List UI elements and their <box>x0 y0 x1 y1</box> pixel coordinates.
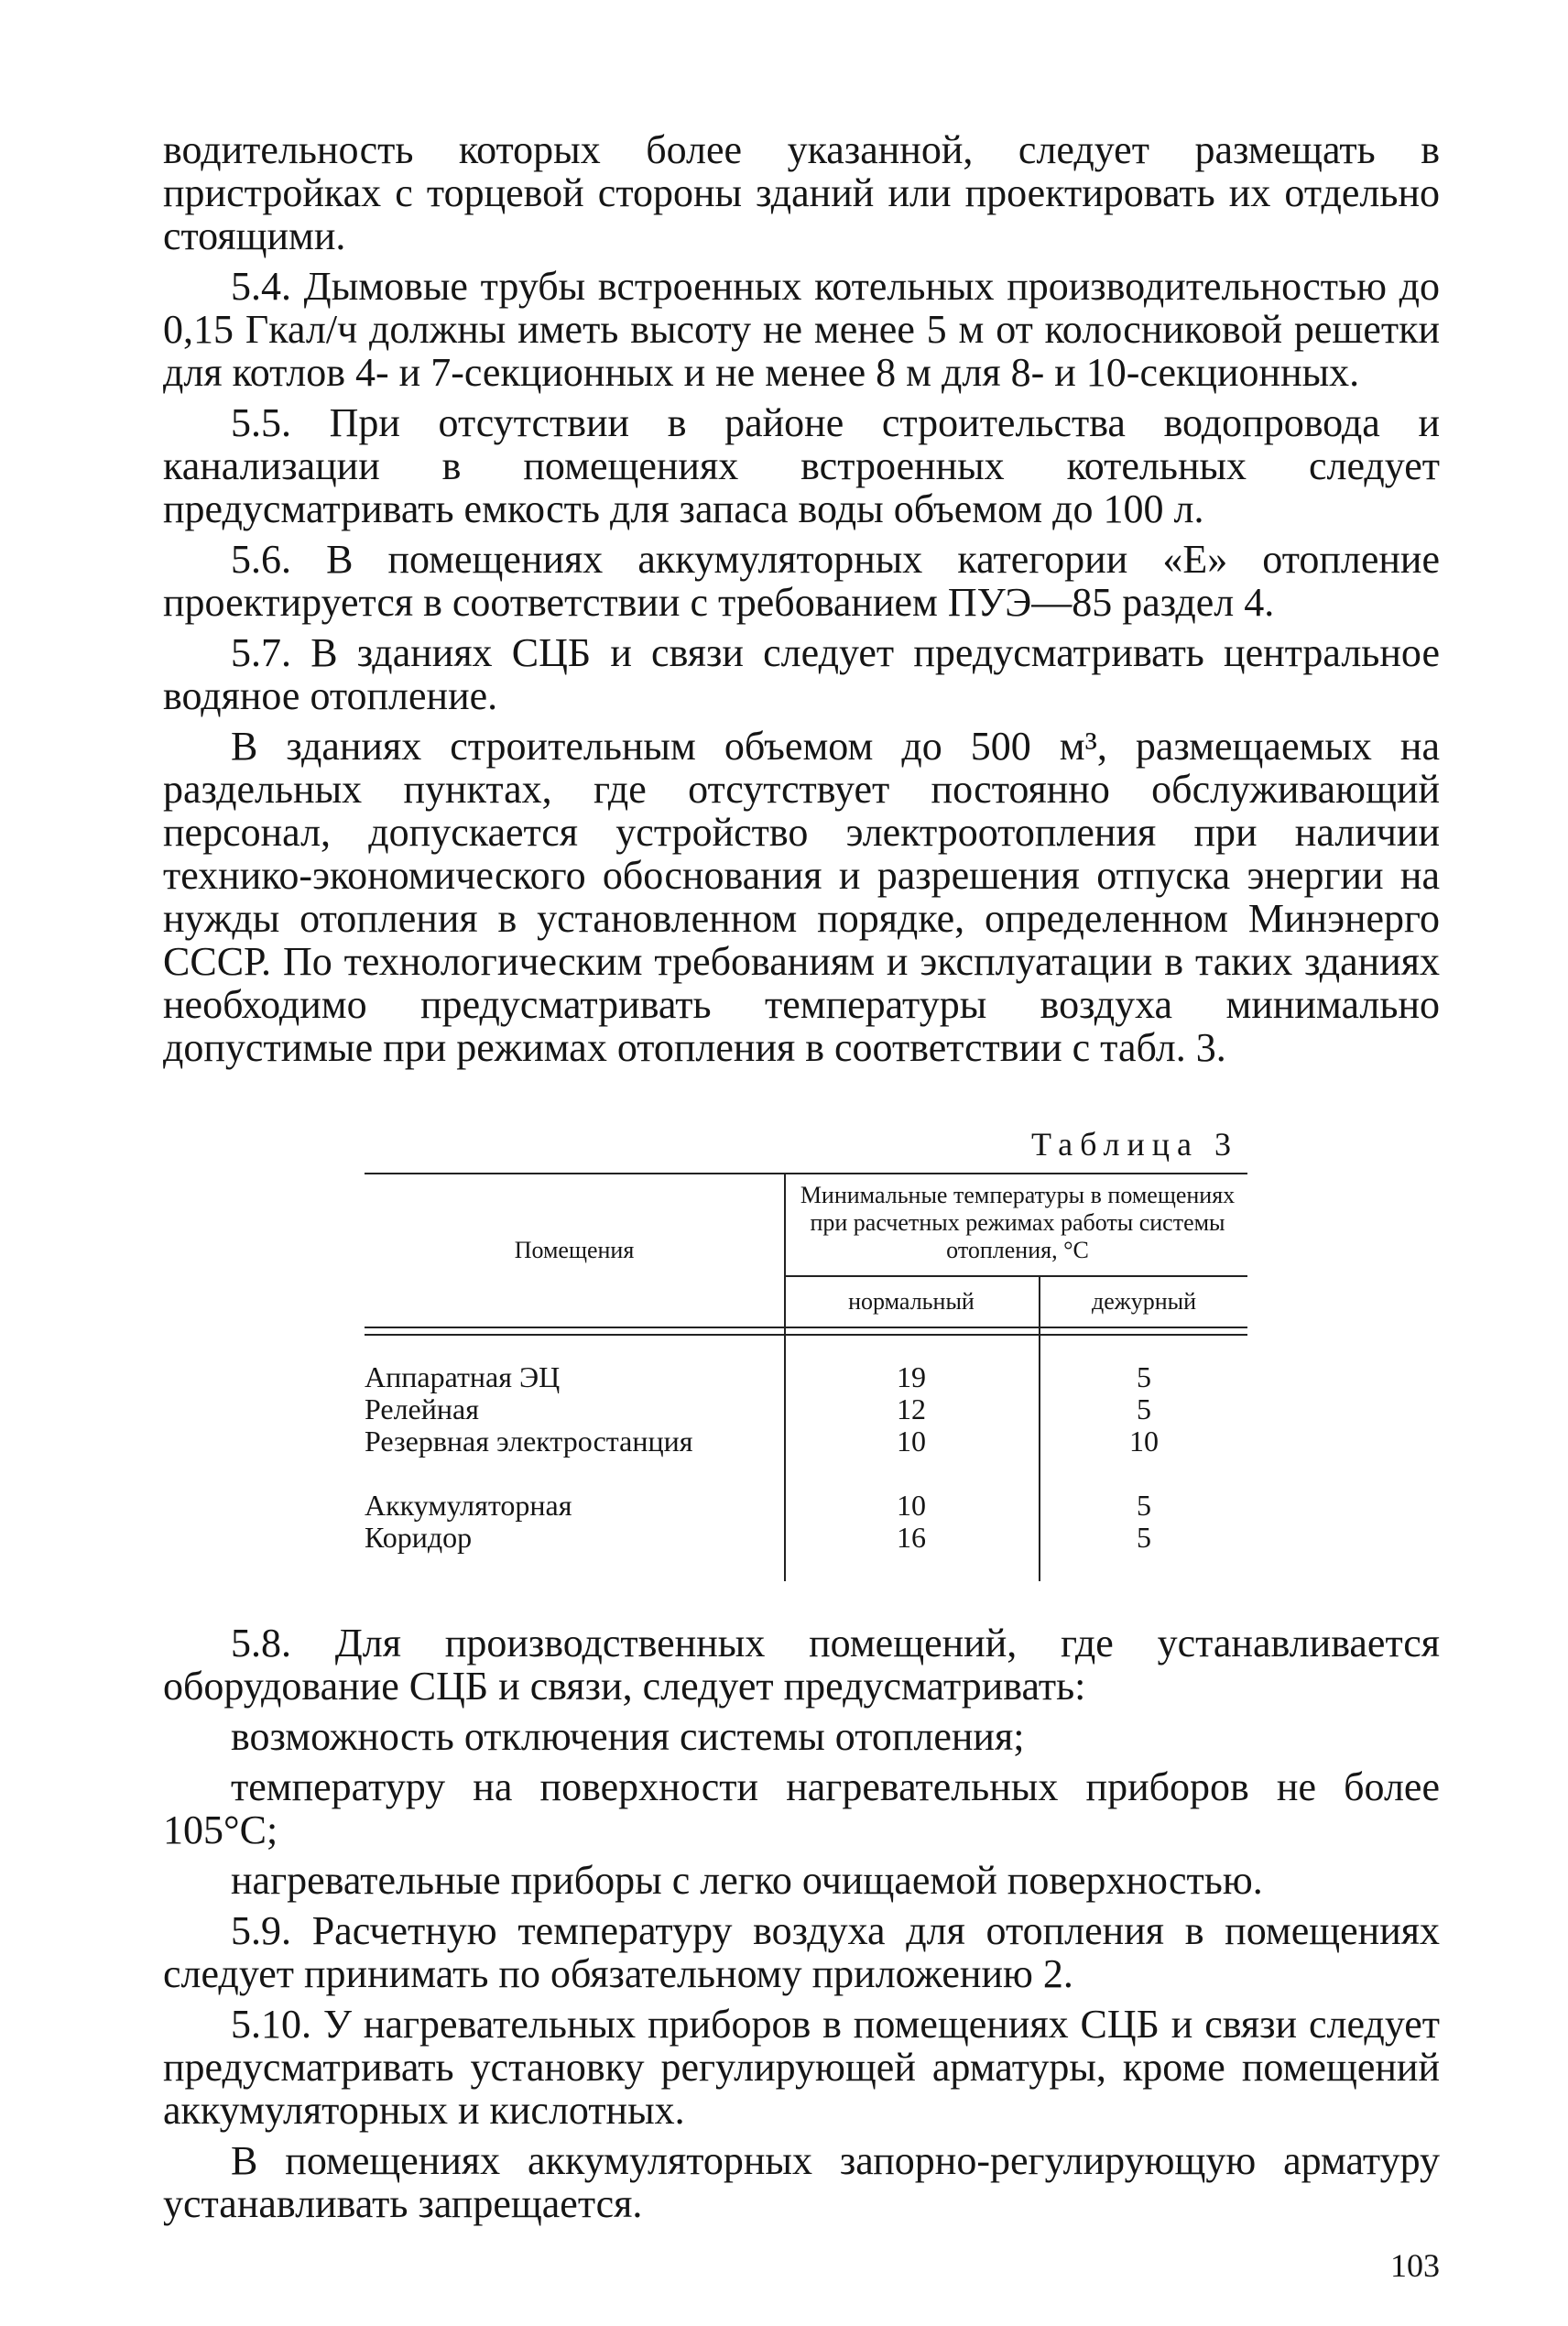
table-row-room: Аппаратная ЭЦ <box>365 1360 561 1393</box>
list-item: возможность отключения системы отопления; <box>231 1714 1025 1759</box>
top-text-block <box>163 128 1440 1076</box>
paragraph-continuation: водительность которых более указанной, следует размещать в пристройках с торцевой стороны зданий или проектировать их отдельно стоящими. <box>163 127 1440 258</box>
paragraph-5-4: 5.4. Дымовые трубы встроенных котельных производительностью до 0,15 Гкал/ч должны иметь высоту не менее 5 м от колосниковой решетки для котлов 4- и 7-секционных и не менее 8 м для 8- и 10-секционных. <box>163 264 1440 395</box>
table-header-rule <box>365 1327 1247 1328</box>
paragraph-electric-heating: В зданиях строительным объемом до 500 м³, размещаемых на раздельных пунктах, где отсутствует постоянно обслуживающий персонал, допускается устройство электроотопления при наличии технико-экономического обоснования и разрешения отпуска энергии на нужды отопления в установленном порядке, определенном Минэнерго СССР. По технологическим требованиям и эксплуатации в таких зданиях необходимо предусматривать температуры воздуха минимально допустимые при режимах отопления в соответствии с табл. 3. <box>163 724 1440 1070</box>
table-caption: Таблица 3 <box>1031 1126 1238 1163</box>
table-row-normal: 12 <box>897 1392 926 1425</box>
paragraph-5-5: 5.5. При отсутствии в районе строительства водопровода и канализации в помещениях встроенных котельных следует предусматривать емкость для запаса воды объемом до 100 л. <box>163 400 1440 531</box>
page-number: 103 <box>1390 2247 1440 2284</box>
table-row-duty: 5 <box>1137 1521 1151 1554</box>
paragraph-5-10: 5.10. У нагревательных приборов в помещениях СЦБ и связи следует предусматривать установку регулирующей арматуры, кроме помещений аккумуляторных и кислотных. <box>163 2002 1440 2133</box>
paragraph-5-9: 5.9. Расчетную температуру воздуха для отопления в помещениях следует принимать по обязательному приложению 2. <box>163 1908 1440 1996</box>
table-row-normal: 10 <box>897 1425 926 1458</box>
table-row-duty: 5 <box>1137 1360 1151 1393</box>
table-subheader-rule <box>784 1275 1247 1277</box>
table-row-normal: 19 <box>897 1360 926 1393</box>
header-normal: нормальный <box>848 1288 975 1315</box>
paragraph-5-7: 5.7. В зданиях СЦБ и связи следует предусматривать центральное водяное отопление. <box>163 630 1440 718</box>
paragraph-5-6: 5.6. В помещениях аккумуляторных категории «Е» отопление проектируется в соответствии с требованием ПУЭ—85 раздел 4. <box>163 537 1440 625</box>
bottom-text-block <box>163 1622 1440 2233</box>
table-row-duty: 10 <box>1129 1425 1159 1458</box>
table-row-room: Релейная <box>365 1392 479 1425</box>
table-row-room: Резервная электростанция <box>365 1425 693 1458</box>
table-row-room: Коридор <box>365 1521 473 1554</box>
temperature-table <box>365 1173 1247 1581</box>
paragraph-battery-rooms: В помещениях аккумуляторных запорно-регулирующую арматуру устанавливать запрещается. <box>163 2138 1440 2226</box>
table-row-normal: 10 <box>897 1489 926 1522</box>
list-item: температуру на поверхности нагревательных приборов не более 105°С; <box>163 1764 1440 1852</box>
list-item: нагревательные приборы с легко очищаемой поверхностью. <box>231 1858 1263 1903</box>
table-row-duty: 5 <box>1137 1489 1151 1522</box>
header-duty: дежурный <box>1091 1288 1197 1315</box>
paragraph-5-8: 5.8. Для производственных помещений, где устанавливается оборудование СЦБ и связи, следует предусматривать: <box>163 1621 1440 1709</box>
table-header-rule-double <box>365 1334 1247 1336</box>
table-row-duty: 5 <box>1137 1392 1151 1425</box>
header-temperature: Минимальные температуры в помещениях при расчетных режимах работы системы отопления, °С <box>800 1182 1236 1263</box>
table-row-normal: 16 <box>897 1521 926 1554</box>
header-room: Помещения <box>514 1237 635 1263</box>
table-top-rule <box>365 1173 1247 1174</box>
table-row-room: Аккумуляторная <box>365 1489 572 1522</box>
